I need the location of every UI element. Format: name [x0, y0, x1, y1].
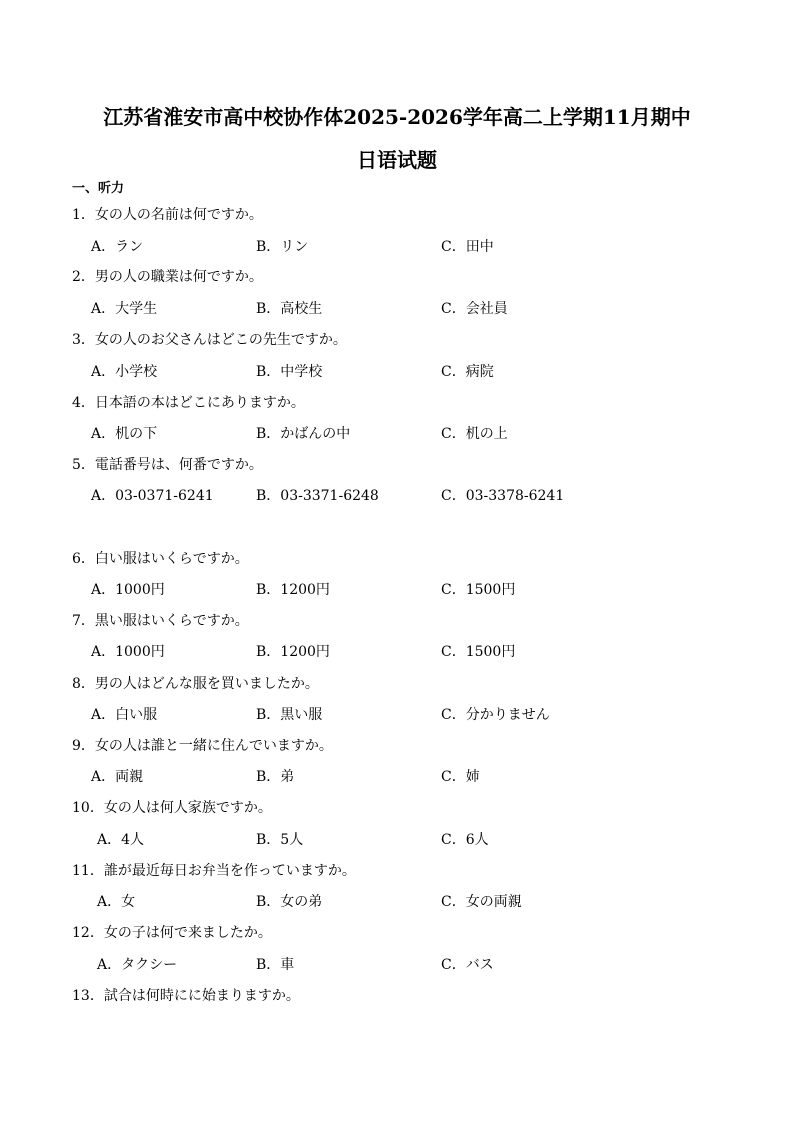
q6-option-c: C．1500円	[441, 582, 516, 598]
q12-option-a: A．タクシー	[97, 957, 178, 973]
question-3: 3．女の人のお父さんはどこの先生ですか。	[72, 332, 347, 348]
q2-option-b: B．高校生	[256, 301, 323, 317]
q4-option-a: A．机の下	[91, 426, 158, 442]
q11-option-b: B．女の弟	[256, 894, 323, 910]
question-12: 12．女の子は何で来ましたか。	[72, 925, 272, 941]
q5-option-c: C．03-3378-6241	[441, 488, 565, 504]
q5-option-a: A．03-0371-6241	[91, 488, 214, 504]
q8-option-b: B．黒い服	[256, 707, 323, 723]
question-8: 8．男の人はどんな服を買いましたか。	[72, 676, 319, 692]
q10-option-b: B．5人	[256, 832, 304, 848]
question-13: 13．試合は何時にに始まりますか。	[72, 988, 300, 1004]
q4-option-b: B．かばんの中	[256, 426, 351, 442]
q7-option-a: A．1000円	[91, 644, 165, 660]
q6-option-a: A．1000円	[91, 582, 165, 598]
q12-option-b: B．車	[256, 957, 295, 973]
q3-option-a: A．小学校	[91, 364, 158, 380]
q10-option-c: C．6人	[441, 832, 489, 848]
q8-option-c: C．分かりません	[441, 707, 550, 723]
q12-option-c: C．バス	[441, 957, 494, 973]
section-heading-listening: 一、听力	[72, 181, 125, 196]
question-5: 5．電話番号は、何番ですか。	[72, 457, 263, 473]
question-4: 4．日本語の本はどこにありますか。	[72, 395, 305, 411]
question-10: 10．女の人は何人家族ですか。	[72, 800, 272, 816]
q4-option-c: C．机の上	[441, 426, 508, 442]
q2-option-a: A．大学生	[91, 301, 158, 317]
q11-option-c: C．女の両親	[441, 894, 522, 910]
q1-option-c: C．田中	[441, 239, 494, 255]
question-1: 1．女の人の名前は何ですか。	[72, 207, 263, 223]
exam-subtitle: 日语试题	[357, 148, 437, 172]
q9-option-c: C．姉	[441, 769, 480, 785]
q5-option-b: B．03-3371-6248	[256, 488, 379, 504]
q3-option-b: B．中学校	[256, 364, 323, 380]
q1-option-b: B．リン	[256, 239, 309, 255]
question-9: 9．女の人は誰と一緒に住んでいますか。	[72, 738, 333, 754]
exam-title: 江苏省淮安市高中校协作体2025-2026学年高二上学期11月期中	[103, 105, 691, 129]
q1-option-a: A．ラン	[91, 239, 144, 255]
question-2: 2．男の人の職業は何ですか。	[72, 269, 263, 285]
question-6: 6．白い服はいくらですか。	[72, 551, 249, 567]
q11-option-a: A．女	[97, 894, 136, 910]
question-7: 7．黒い服はいくらですか。	[72, 613, 249, 629]
q10-option-a: A．4人	[97, 832, 145, 848]
question-11: 11．誰が最近毎日お弁当を作っていますか。	[72, 863, 356, 879]
q6-option-b: B．1200円	[256, 582, 330, 598]
q3-option-c: C．病院	[441, 364, 494, 380]
q8-option-a: A．白い服	[91, 707, 158, 723]
q9-option-a: A．両親	[91, 769, 144, 785]
q2-option-c: C．会社員	[441, 301, 508, 317]
q7-option-c: C．1500円	[441, 644, 516, 660]
q9-option-b: B．弟	[256, 769, 295, 785]
q7-option-b: B．1200円	[256, 644, 330, 660]
